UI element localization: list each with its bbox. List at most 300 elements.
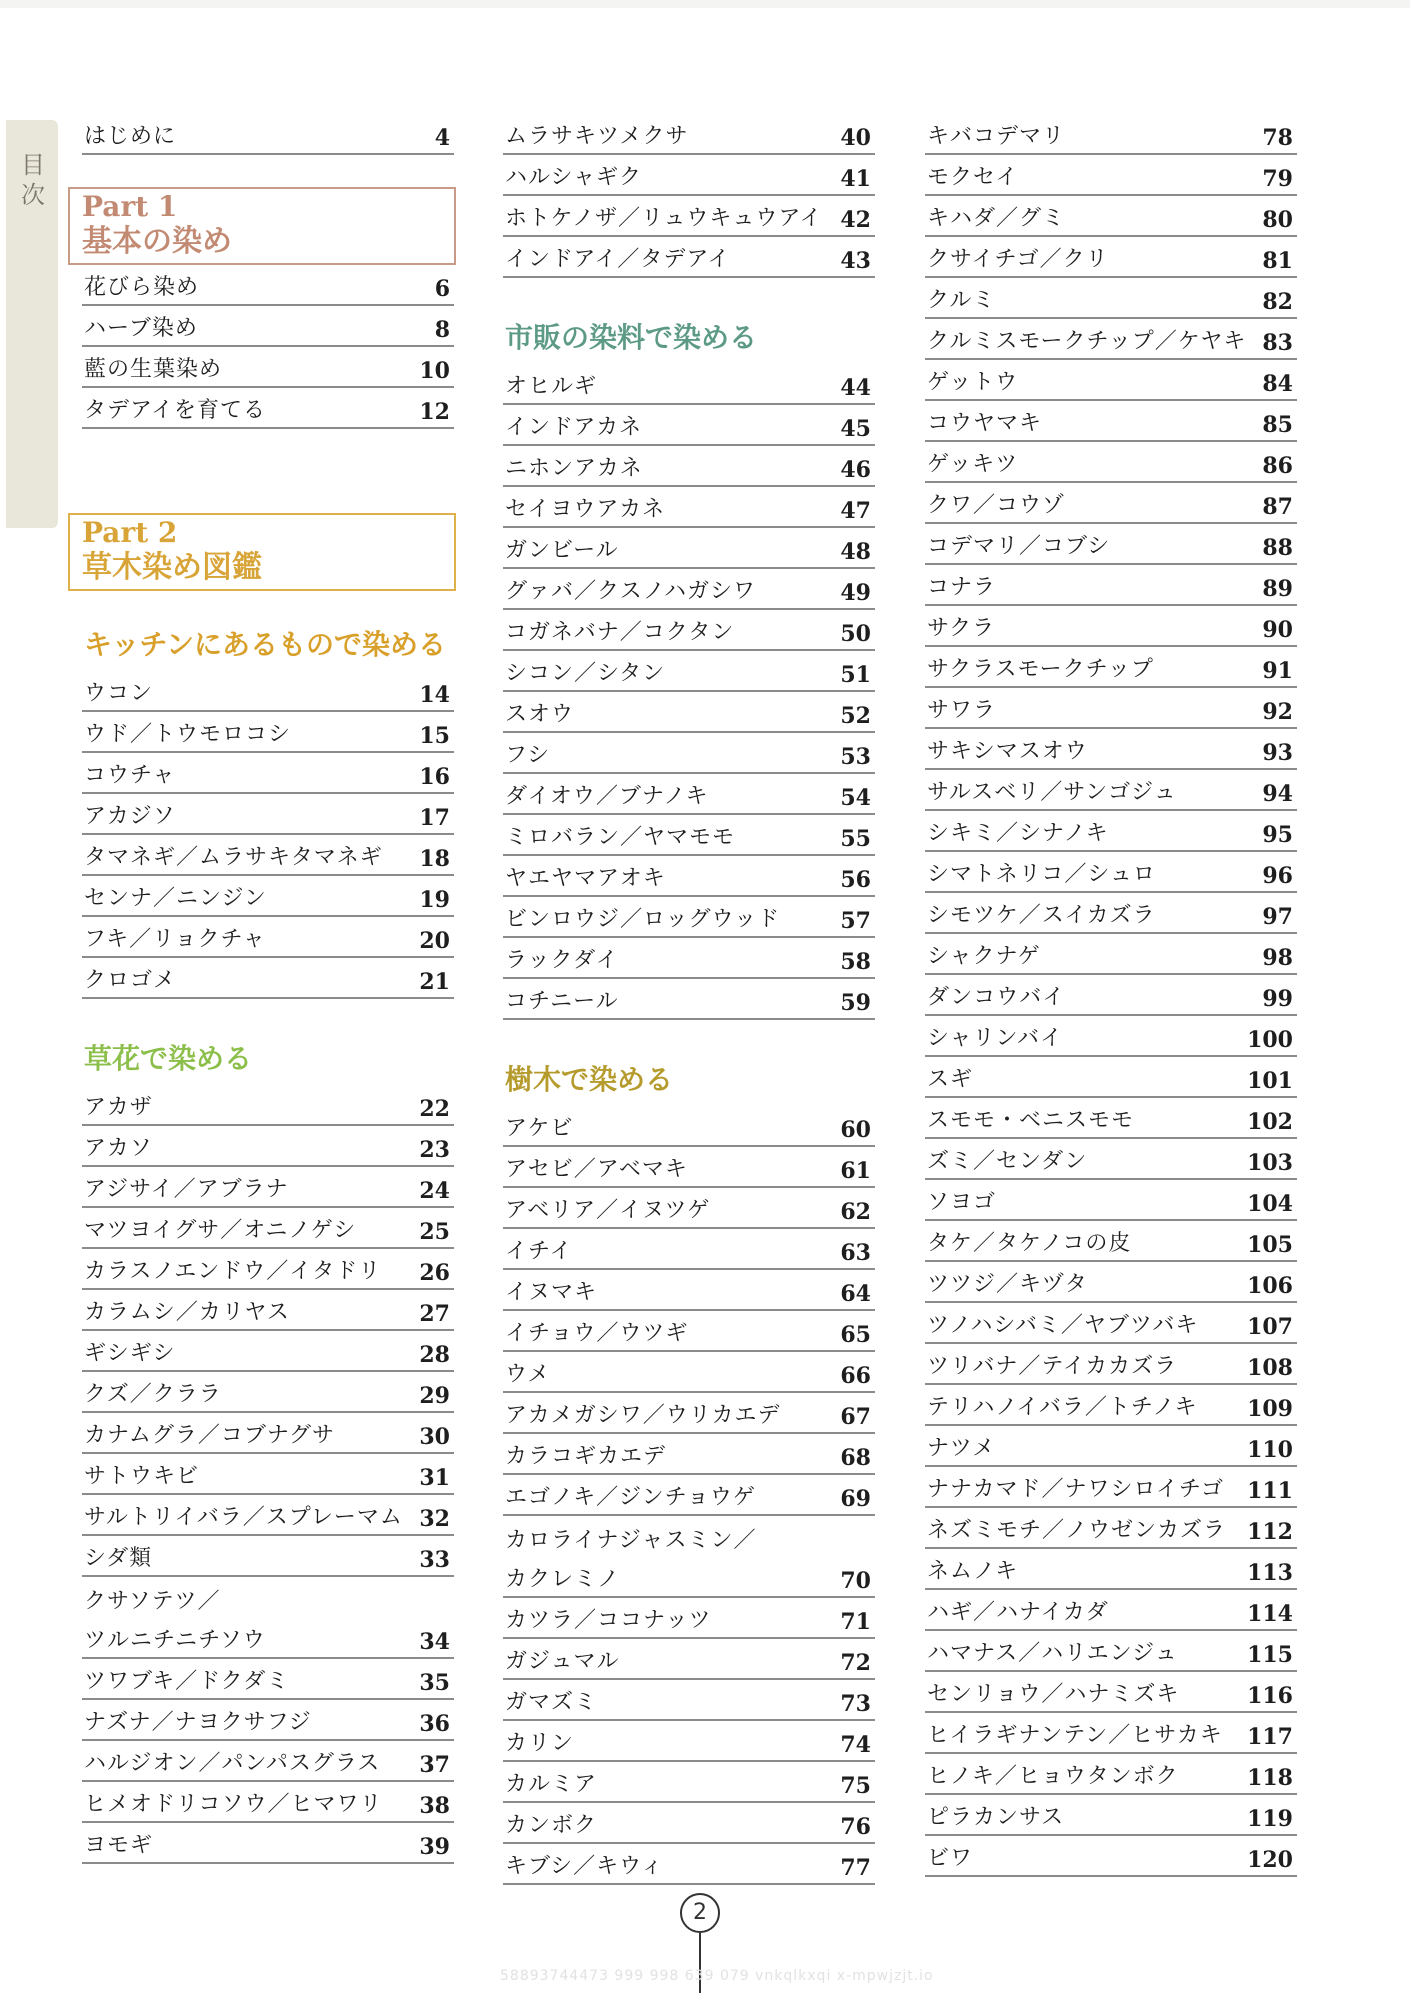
entry-page: 74 [840, 1732, 871, 1758]
entry-page: 40 [840, 125, 871, 151]
toc-entry[interactable] [925, 565, 1297, 606]
entry-page: 112 [1247, 1519, 1293, 1545]
entry-title: マツヨイグサ／オニノゲシ [84, 1218, 357, 1243]
toc-entry[interactable] [503, 1516, 875, 1557]
entry-title: ハルジオン／パンパスグラス [84, 1751, 381, 1776]
entry-title: フキ／リョクチャ [84, 927, 266, 952]
toc-entry[interactable] [82, 794, 454, 835]
toc-entry[interactable] [503, 692, 875, 733]
page-top-strip [0, 0, 1410, 8]
entry-page: 4 [434, 125, 450, 151]
entry-title: ナナカマド／ナワシロイチゴ [927, 1477, 1225, 1502]
part2-header[interactable] [68, 513, 456, 591]
entry-title: サクラスモークチップ [927, 657, 1154, 682]
entry-page: 45 [840, 416, 871, 442]
entry-title: モクセイ [927, 165, 1019, 190]
toc-entry[interactable] [82, 958, 454, 999]
entry-page: 81 [1262, 248, 1293, 274]
entry-page: 64 [840, 1281, 871, 1307]
toc-entry[interactable] [82, 1331, 454, 1372]
entry-page: 118 [1247, 1765, 1293, 1791]
entry-page: 82 [1262, 289, 1293, 315]
entry-title: サルスベリ／サンゴジュ [927, 780, 1177, 805]
entry-title: ハギ／ハナイカダ [927, 1600, 1109, 1625]
kitchen-list [82, 671, 454, 999]
entry-page: 60 [840, 1117, 871, 1143]
toc-entry[interactable] [503, 1106, 875, 1147]
toc-entry[interactable] [925, 1180, 1297, 1221]
entry-title: ネズミモチ／ノウゼンカズラ [927, 1518, 1227, 1543]
entry-page: 77 [840, 1855, 871, 1881]
entry-title: アカジソ [84, 804, 176, 829]
toc-entry[interactable] [503, 774, 875, 815]
entry-page: 49 [840, 580, 871, 606]
entry-title: クサイチゴ／クリ [927, 247, 1109, 272]
entry-title: コデマリ／コブシ [927, 534, 1111, 559]
entry-title: シダ類 [84, 1546, 153, 1571]
toc-entry[interactable] [925, 1672, 1297, 1713]
entry-title: ヒノキ／ヒョウタンボク [927, 1764, 1179, 1789]
toc-entry[interactable] [503, 1844, 875, 1885]
entry-title: コチニール [505, 989, 619, 1014]
toc-entry[interactable] [925, 770, 1297, 811]
toc-entry[interactable] [925, 647, 1297, 688]
entry-page: 36 [419, 1711, 450, 1737]
entry-page: 58 [840, 949, 871, 975]
entry-title: セイヨウアカネ [505, 497, 666, 522]
toc-entry[interactable] [82, 1085, 454, 1126]
entry-title: グァバ／クスノハガシワ [505, 579, 757, 604]
entry-title: ナズナ／ナヨクサフジ [84, 1710, 312, 1735]
entry-title: インドアカネ [505, 415, 643, 440]
entry-title: アカメガシワ／ウリカエデ [505, 1403, 781, 1428]
toc-entry[interactable] [925, 319, 1297, 360]
toc-entry[interactable] [503, 856, 875, 897]
entry-page: 67 [840, 1404, 871, 1430]
toc-entry[interactable] [503, 1680, 875, 1721]
entry-title: カラムシ／カリヤス [84, 1300, 290, 1325]
toc-entry[interactable] [503, 1721, 875, 1762]
toc-entry-intro[interactable] [82, 114, 454, 155]
entry-title: ツノハシバミ／ヤブツバキ [927, 1313, 1199, 1338]
toc-entry[interactable] [925, 1754, 1297, 1795]
toc-entry[interactable] [82, 1659, 454, 1700]
entry-title: クルミスモークチップ／ケヤキ [927, 329, 1247, 354]
entry-page: 91 [1262, 658, 1293, 684]
toc-entry[interactable] [82, 1536, 454, 1577]
toc-entry[interactable] [925, 1549, 1297, 1590]
entry-title: テリハノイバラ／トチノキ [927, 1395, 1198, 1420]
entry-page: 29 [419, 1383, 450, 1409]
toc-entry[interactable] [925, 893, 1297, 934]
toc-entry[interactable] [82, 1618, 454, 1659]
toc-entry[interactable] [503, 1229, 875, 1270]
toc-entry[interactable] [503, 364, 875, 405]
toc-column-2 [503, 114, 875, 1885]
toc-entry[interactable] [82, 876, 454, 917]
spacer [82, 155, 454, 187]
toc-entry[interactable] [925, 114, 1297, 155]
entry-title: タデアイを育てる [84, 398, 267, 423]
entry-title: エゴノキ／ジンチョウゲ [505, 1485, 756, 1510]
entry-page: 103 [1247, 1150, 1293, 1176]
entry-page: 99 [1262, 986, 1293, 1012]
entry-page: 109 [1247, 1396, 1293, 1422]
toc-entry[interactable] [503, 114, 875, 155]
entry-title: コウチャ [84, 763, 176, 788]
entry-page: 70 [840, 1568, 871, 1594]
entry-title: ツワブキ／ドクダミ [84, 1669, 290, 1694]
toc-entry[interactable] [503, 528, 875, 569]
toc-entry[interactable] [82, 671, 454, 712]
toc-entry[interactable] [925, 1016, 1297, 1057]
toc-entry[interactable] [925, 1590, 1297, 1631]
toc-entry[interactable] [503, 1557, 875, 1598]
entry-title: アベリア／イヌツゲ [505, 1198, 711, 1223]
entry-page: 61 [840, 1158, 871, 1184]
spacer [503, 278, 875, 312]
entry-title: カリン [505, 1731, 575, 1756]
entry-page: 6 [434, 276, 450, 302]
entry-title: サクラ [927, 616, 996, 641]
toc-entry[interactable] [503, 651, 875, 692]
entry-page: 31 [419, 1465, 450, 1491]
entry-page: 48 [840, 539, 871, 565]
entry-page: 18 [419, 846, 450, 872]
toc-entry[interactable] [925, 729, 1297, 770]
spacer [503, 1020, 875, 1054]
entry-title: ツリバナ／テイカカズラ [927, 1354, 1178, 1379]
toc-entry[interactable] [503, 196, 875, 237]
toc-entry[interactable] [82, 1126, 454, 1167]
entry-title: ツルニチニチソウ [84, 1628, 266, 1653]
toc-entry[interactable] [925, 1467, 1297, 1508]
entry-title: アカザ [84, 1095, 153, 1120]
entry-page: 19 [419, 887, 450, 913]
entry-title: センナ／ニンジン [84, 886, 267, 911]
part2-label: Part 2 [82, 516, 178, 549]
entry-page: 93 [1262, 740, 1293, 766]
entry-title: シマトネリコ／シュロ [927, 862, 1156, 887]
entry-title: ウコン [84, 681, 154, 706]
toc-entry[interactable] [82, 1290, 454, 1331]
section-heading-kitchen: キッチンにあるもので染める [84, 628, 447, 661]
toc-entry[interactable] [82, 712, 454, 753]
entry-title: オヒルギ [505, 374, 598, 399]
entry-page: 75 [840, 1773, 871, 1799]
entry-title: ギシギシ [84, 1341, 176, 1366]
entry-title: ソヨゴ [927, 1190, 997, 1215]
entry-page: 35 [419, 1670, 450, 1696]
entry-page: 20 [419, 928, 450, 954]
toc-entry[interactable] [503, 733, 875, 774]
toc-entry[interactable] [82, 917, 454, 958]
spacer [82, 999, 454, 1033]
entry-page: 98 [1262, 945, 1293, 971]
entry-title: ネムノキ [927, 1559, 1019, 1584]
entry-title: アジサイ／アブラナ [84, 1177, 289, 1202]
entry-page: 86 [1262, 453, 1293, 479]
watermark: 58893744473 999 998 639 079 vnkqlkxqi x-mpwjzjt.io [500, 1968, 934, 1984]
toc-entry[interactable] [925, 975, 1297, 1016]
entry-page: 80 [1262, 207, 1293, 233]
toc-entry[interactable] [925, 401, 1297, 442]
part1-header[interactable] [68, 187, 456, 265]
entry-title: ガジュマル [505, 1649, 620, 1674]
toc-entry[interactable] [925, 852, 1297, 893]
grass-list [82, 1085, 454, 1864]
entry-page: 76 [840, 1814, 871, 1840]
column3-list [925, 114, 1297, 1877]
entry-page: 66 [840, 1363, 871, 1389]
entry-page: 89 [1262, 576, 1293, 602]
toc-entry[interactable] [925, 811, 1297, 852]
toc-entry[interactable] [82, 1372, 454, 1413]
toc-entry[interactable] [925, 934, 1297, 975]
toc-entry[interactable] [503, 1598, 875, 1639]
entry-page: 106 [1247, 1273, 1293, 1299]
entry-title: サトウキビ [84, 1464, 200, 1489]
entry-page: 14 [419, 682, 450, 708]
entry-page: 24 [419, 1178, 450, 1204]
entry-title: タマネギ／ムラサキタマネギ [84, 845, 383, 870]
entry-page: 30 [419, 1424, 450, 1450]
toc-entry[interactable] [925, 1426, 1297, 1467]
entry-page: 104 [1247, 1191, 1293, 1217]
entry-page: 65 [840, 1322, 871, 1348]
entry-page: 73 [840, 1691, 871, 1717]
toc-entry[interactable] [82, 1208, 454, 1249]
entry-title: クズ／クララ [84, 1382, 222, 1407]
entry-page: 47 [840, 498, 871, 524]
toc-entry[interactable] [925, 278, 1297, 319]
page-number: 2 [680, 1893, 720, 1933]
toc-entry[interactable] [503, 1803, 875, 1844]
entry-title: ヤエヤマアオキ [505, 866, 666, 891]
toc-entry[interactable] [925, 196, 1297, 237]
entry-page: 100 [1247, 1027, 1293, 1053]
toc-entry[interactable] [925, 1344, 1297, 1385]
toc-entry[interactable] [503, 1270, 875, 1311]
entry-title: クロゴメ [84, 968, 177, 993]
side-tab-label: 目次 [21, 151, 45, 209]
entry-page: 59 [840, 990, 871, 1016]
entry-title: カクレミノ [505, 1567, 621, 1592]
entry-title: アケビ [505, 1116, 574, 1141]
toc-entry[interactable] [82, 1413, 454, 1454]
toc-entry[interactable] [82, 388, 454, 429]
toc-entry[interactable] [82, 347, 454, 388]
toc-entry[interactable] [925, 237, 1297, 278]
toc-entry[interactable] [503, 1188, 875, 1229]
entry-page: 84 [1262, 371, 1293, 397]
entry-title: イチイ [505, 1239, 573, 1264]
entry-title: ガマズミ [505, 1690, 598, 1715]
toc-entry[interactable] [82, 1823, 454, 1864]
entry-page: 97 [1262, 904, 1293, 930]
toc-entry[interactable] [503, 897, 875, 938]
entry-title: ハルシャギク [505, 165, 643, 190]
toc-entry[interactable] [925, 483, 1297, 524]
toc-entry[interactable] [82, 306, 454, 347]
entry-page: 107 [1247, 1314, 1293, 1340]
entry-page: 25 [419, 1219, 450, 1245]
toc-entry[interactable] [925, 155, 1297, 196]
entry-page: 120 [1247, 1847, 1293, 1873]
toc-entry[interactable] [503, 610, 875, 651]
toc-entry[interactable] [82, 1700, 454, 1741]
entry-page: 69 [840, 1486, 871, 1512]
toc-entry[interactable] [82, 835, 454, 876]
entry-title: シモツケ／スイカズラ [927, 903, 1156, 928]
toc-entry[interactable] [503, 1311, 875, 1352]
toc-entry[interactable] [503, 1393, 875, 1434]
toc-entry[interactable] [503, 1147, 875, 1188]
entry-page: 96 [1262, 863, 1293, 889]
toc-entry[interactable] [503, 446, 875, 487]
toc-entry[interactable] [82, 1249, 454, 1290]
entry-page: 53 [840, 744, 871, 770]
entry-title: ビンロウジ／ロッグウッド [505, 907, 781, 932]
toc-entry[interactable] [503, 938, 875, 979]
entry-page: 95 [1262, 822, 1293, 848]
section-heading-commercial: 市販の染料で染める [505, 321, 758, 354]
toc-entry[interactable] [503, 237, 875, 278]
toc-entry[interactable] [925, 1385, 1297, 1426]
toc-column-3 [925, 114, 1297, 1877]
entry-page: 39 [419, 1834, 450, 1860]
part1-title: 基本の染め [82, 224, 232, 259]
entry-title: はじめに [84, 124, 177, 149]
toc-entry[interactable] [925, 1262, 1297, 1303]
section-heading-grass: 草花で染める [84, 1042, 253, 1075]
entry-title: カラコギカエデ [505, 1444, 667, 1469]
entry-title: コナラ [927, 575, 997, 600]
entry-title: ダンコウバイ [927, 985, 1066, 1010]
part2-title: 草木染め図鑑 [82, 550, 262, 585]
entry-title: ウメ [505, 1362, 551, 1387]
toc-entry[interactable] [503, 815, 875, 856]
entry-title: アセビ／アベマキ [505, 1157, 688, 1182]
entry-title: スオウ [505, 702, 575, 727]
toc-entry[interactable] [82, 1495, 454, 1536]
toc-entry[interactable] [925, 1098, 1297, 1139]
entry-page: 105 [1247, 1232, 1293, 1258]
toc-entry[interactable] [503, 1639, 875, 1680]
toc-column-1 [82, 114, 454, 1864]
toc-entry[interactable] [82, 265, 454, 306]
toc-entry[interactable] [503, 1475, 875, 1516]
toc-entry[interactable] [503, 487, 875, 528]
toc-entry[interactable] [925, 442, 1297, 483]
entry-page: 85 [1262, 412, 1293, 438]
entry-title: ホトケノザ／リュウキュウアイ [505, 206, 823, 231]
entry-page: 8 [434, 317, 450, 343]
entry-page: 111 [1247, 1478, 1293, 1504]
entry-page: 119 [1247, 1806, 1293, 1832]
entry-page: 51 [840, 662, 871, 688]
entry-title: ウド／トウモロコシ [84, 722, 292, 747]
entry-title: フシ [505, 743, 551, 768]
entry-page: 88 [1262, 535, 1293, 561]
entry-page: 94 [1262, 781, 1293, 807]
entry-page: 92 [1262, 699, 1293, 725]
toc-entry[interactable] [925, 1139, 1297, 1180]
entry-page: 42 [840, 207, 871, 233]
toc-entry[interactable] [503, 1434, 875, 1475]
spacer [82, 429, 454, 513]
entry-title: シャクナゲ [927, 944, 1041, 969]
commercial-list [503, 364, 875, 1020]
toc-entry[interactable] [82, 1741, 454, 1782]
entry-page: 46 [840, 457, 871, 483]
toc-entry[interactable] [925, 1795, 1297, 1836]
toc-entry[interactable] [925, 1836, 1297, 1877]
section-heading-tree: 樹木で染める [505, 1063, 674, 1096]
toc-entry[interactable] [925, 1057, 1297, 1098]
entry-title: カンボク [505, 1813, 598, 1838]
toc-entry[interactable] [925, 360, 1297, 401]
toc-entry[interactable] [925, 606, 1297, 647]
toc-entry[interactable] [82, 1454, 454, 1495]
toc-entry[interactable] [82, 1167, 454, 1208]
toc-entry[interactable] [503, 1762, 875, 1803]
toc-entry[interactable] [82, 1577, 454, 1618]
entry-title: ラックダイ [505, 948, 619, 973]
entry-page: 37 [419, 1752, 450, 1778]
entry-page: 34 [419, 1629, 450, 1655]
column2-top-list [503, 114, 875, 278]
entry-title: ピラカンサス [927, 1805, 1065, 1830]
entry-page: 62 [840, 1199, 871, 1225]
entry-page: 115 [1247, 1642, 1293, 1668]
entry-page: 32 [419, 1506, 450, 1532]
toc-entry[interactable] [503, 1352, 875, 1393]
toc-entry[interactable] [925, 688, 1297, 729]
entry-title: 藍の生葉染め [84, 357, 223, 382]
entry-title: イヌマキ [505, 1280, 598, 1305]
entry-page: 50 [840, 621, 871, 647]
entry-title: ハーブ染め [84, 316, 198, 341]
entry-title: クワ／コウゾ [927, 493, 1066, 518]
entry-title: インドアイ／タデアイ [505, 247, 731, 272]
toc-entry[interactable] [925, 1631, 1297, 1672]
toc-entry[interactable] [925, 1303, 1297, 1344]
entry-page: 72 [840, 1650, 871, 1676]
toc-entry[interactable] [925, 1221, 1297, 1262]
entry-title: カルミア [505, 1772, 598, 1797]
entry-title: カナムグラ／コブナグサ [84, 1423, 336, 1448]
part1-list [82, 265, 454, 429]
toc-entry[interactable] [925, 524, 1297, 565]
entry-title: カツラ／ココナッツ [505, 1608, 712, 1633]
toc-entry[interactable] [503, 155, 875, 196]
entry-page: 79 [1262, 166, 1293, 192]
entry-page: 90 [1262, 617, 1293, 643]
spacer [82, 591, 454, 619]
entry-title: イチョウ／ウツギ [505, 1321, 689, 1346]
toc-entry[interactable] [82, 753, 454, 794]
entry-page: 15 [419, 723, 450, 749]
entry-page: 102 [1247, 1109, 1293, 1135]
entry-title: サルトリイバラ／スプレーマム [84, 1505, 403, 1530]
toc-entry[interactable] [503, 569, 875, 610]
toc-entry[interactable] [925, 1713, 1297, 1754]
toc-entry[interactable] [82, 1782, 454, 1823]
toc-entry[interactable] [503, 405, 875, 446]
toc-entry[interactable] [503, 979, 875, 1020]
toc-entry[interactable] [925, 1508, 1297, 1549]
